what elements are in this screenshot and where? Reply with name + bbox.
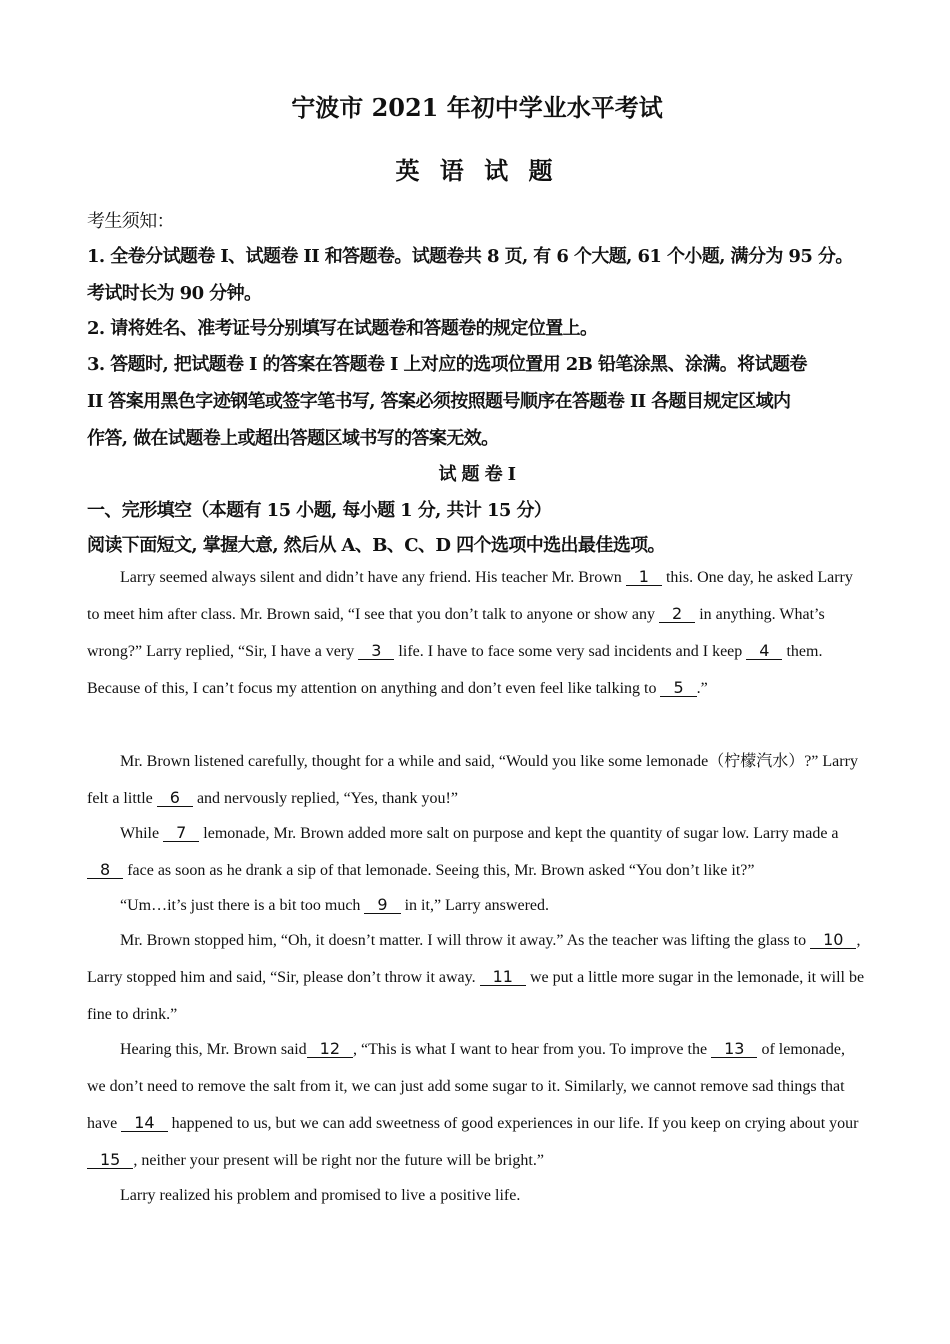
blank-6: 6	[157, 790, 193, 807]
passage-text: , “This is what I want to hear from you. To improve the	[353, 1041, 712, 1058]
passage-text: life. I have to face some very sad incidents and I keep	[394, 643, 747, 660]
notice-line-4: 3. 答题时, 把试题卷 I 的答案在答题卷 I 上对应的选项位置用 2B 铅笔涂黑、涂满。将试题卷	[87, 354, 807, 375]
blank-13: 13	[711, 1041, 757, 1058]
passage-text: we put a little more sugar in the lemonade, it will be fine to drink.”	[87, 969, 865, 1023]
section-heading: 一、完形填空（本题有 15 小题, 每小题 1 分, 共计 15 分）	[87, 500, 552, 521]
notice-heading: 考生须知：	[87, 211, 174, 232]
blank-11: 11	[480, 969, 526, 986]
passage-paragraph-7	[87, 1177, 865, 1214]
passage-text: While	[120, 825, 164, 842]
passage-paragraph-4	[87, 887, 865, 924]
blank-10: 10	[810, 932, 856, 949]
blank-5: 5	[660, 680, 696, 697]
notice-line-3: 2. 请将姓名、准考证号分别填写在试题卷和答题卷的规定位置上。	[87, 318, 598, 339]
notice-line-2: 考试时长为 90 分钟。	[87, 283, 262, 304]
section-label: 试 题 卷 I	[438, 464, 516, 485]
passage-text: Hearing this, Mr. Brown said	[120, 1041, 307, 1058]
passage-text: face as soon as he drank a sip of that lemonade. Seeing this, Mr. Brown asked “You don’t like it?”	[123, 862, 755, 879]
passage-paragraph-6	[87, 1031, 865, 1179]
passage-text: happened to us, but we can add sweetness of good experiences in our life. If you keep on crying about your	[167, 1115, 859, 1132]
blank-4: 4	[746, 643, 782, 660]
passage-text: in it,” Larry answered.	[400, 897, 549, 914]
passage-text: “Um…it’s just there is a bit too much	[120, 897, 365, 914]
passage-paragraph-3	[87, 815, 865, 889]
passage-text: .”	[696, 680, 708, 697]
blank-8: 8	[87, 862, 123, 879]
passage-text: Mr. Brown listened carefully, thought for a while and said, “Would you like some lemonade（柠檬汽水）?” Larry felt a little	[87, 753, 858, 807]
passage-text: them. Because of this, I can’t focus my attention on anything and don’t even feel like talking to	[87, 643, 823, 697]
blank-1: 1	[626, 569, 662, 586]
passage-text: Larry realized his problem and promised to live a positive life.	[120, 1187, 521, 1204]
passage-paragraph-5	[87, 922, 865, 1033]
blank-15: 15	[87, 1152, 133, 1169]
section-instruction: 阅读下面短文, 掌握大意, 然后从 A、B、C、D 四个选项中选出最佳选项。	[87, 535, 665, 556]
exam-subtitle: 英 语 试 题	[395, 156, 559, 185]
passage-paragraph-2	[87, 743, 865, 817]
passage-text: , neither your present will be right nor the future will be bright.”	[133, 1152, 544, 1169]
notice-line-6: 作答, 做在试题卷上或超出答题区域书写的答案无效。	[87, 428, 499, 449]
passage-text: of lemonade, we don’t need to remove the salt from it, we can just add some sugar to it. Similarly, we cannot remove sad things that have	[87, 1041, 845, 1132]
blank-3: 3	[358, 643, 394, 660]
passage-text: , Larry stopped him and said, “Sir, please don’t throw it away.	[87, 932, 861, 986]
passage-paragraph-1	[87, 559, 865, 707]
passage-text: in anything. What’s wrong?” Larry replied, “Sir, I have a very	[87, 606, 825, 660]
passage-text: Mr. Brown stopped him, “Oh, it doesn’t matter. I will throw it away.” As the teacher was lifting the glass to	[120, 932, 811, 949]
blank-12: 12	[307, 1041, 353, 1058]
blank-2: 2	[659, 606, 695, 623]
notice-line-5: II 答案用黑色字迹钢笔或签字笔书写, 答案必须按照题号顺序在答题卷 II 各题目规定区域内	[87, 391, 791, 412]
passage-text: Larry seemed always silent and didn’t have any friend. His teacher Mr. Brown	[120, 569, 626, 586]
notice-line-1: 1. 全卷分试题卷 I、试题卷 II 和答题卷。试题卷共 8 页, 有 6 个大题, 61 个小题, 满分为 95 分。	[87, 246, 853, 267]
passage-text: this. One day, he asked Larry to meet him after class. Mr. Brown said, “I see that you don’t talk to anyone or show any	[87, 569, 853, 623]
blank-14: 14	[121, 1115, 167, 1132]
passage-text: lemonade, Mr. Brown added more salt on purpose and kept the quantity of sugar low. Larry made a	[199, 825, 839, 842]
exam-title: 宁波市 2021 年初中学业水平考试	[291, 93, 663, 122]
blank-9: 9	[364, 897, 400, 914]
blank-7: 7	[163, 825, 199, 842]
passage-text: and nervously replied, “Yes, thank you!”	[192, 790, 458, 807]
